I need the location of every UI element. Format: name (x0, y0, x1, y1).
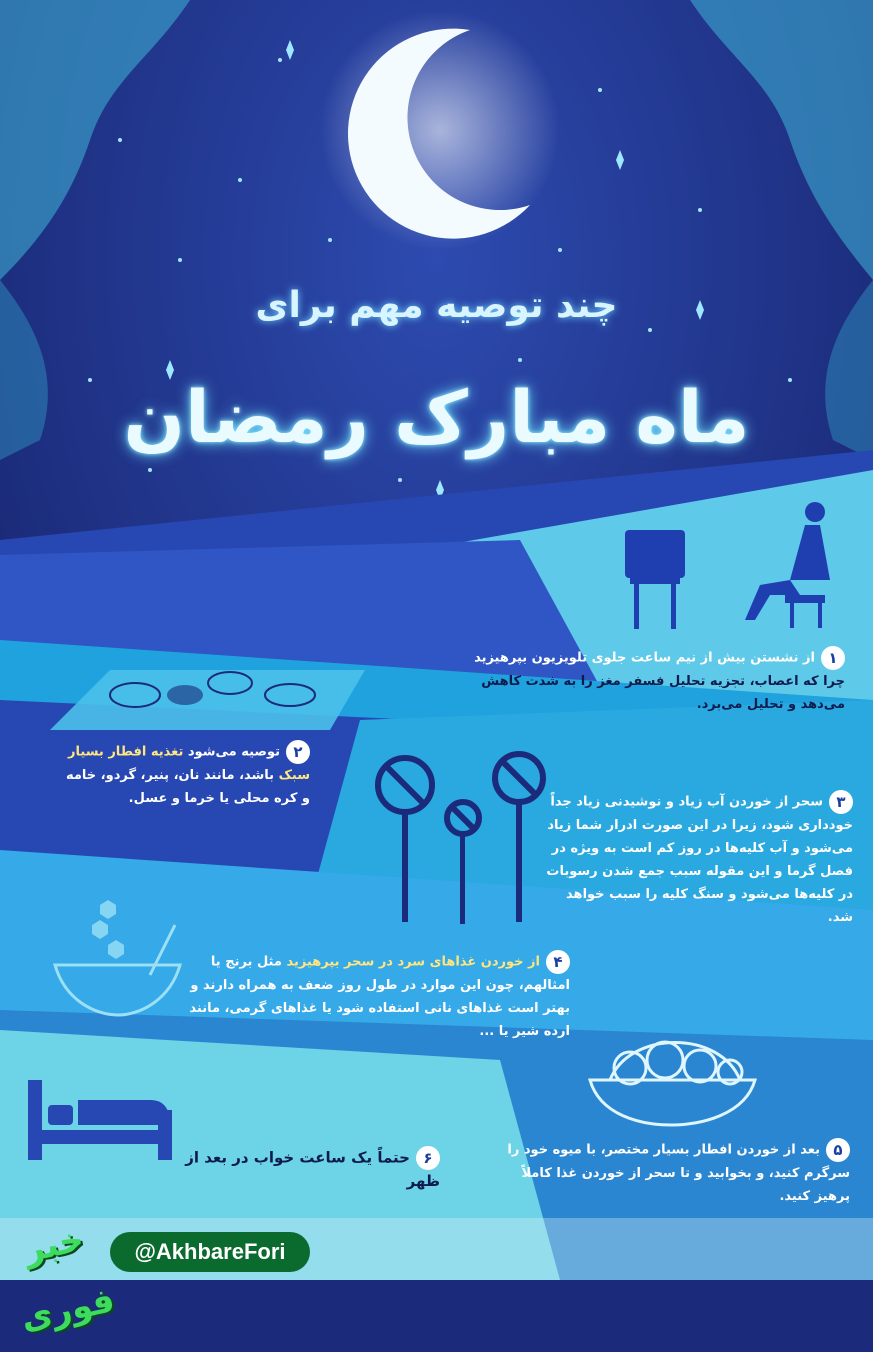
tip-number-badge: ۳ (829, 790, 853, 814)
tip-lead: از نشستن بیش از نیم ساعت جلوی تلویزیون بپرهیزید (474, 650, 815, 666)
tip-lead: حتماً یک ساعت خواب در بعد از ظهر (185, 1148, 440, 1190)
tip-number-badge: ۵ (826, 1138, 850, 1162)
tip-lead: از خوردن غذاهای سرد در سحر بپرهیزید (286, 954, 540, 970)
tip-3 (545, 790, 853, 929)
tip-text: زیرا در این صورت ادرار شما زیاد می‌شود و آب کلیه‌ها در روز کم است به ویژه در فصل گرما و این مقوله سبب جمع شدن رسوبات در کلیه‌ها می‌شود و سنگ کلیه را سبب خواهد شد. (546, 818, 853, 925)
tip-lead: بعد از خوردن افطار بسیار مختصر، با میوه خود را سرگرم کنید، و بخوابید و تا سحر از خوردن غذا کاملاً پرهیز کنید. (507, 1142, 850, 1204)
tip-1 (470, 646, 845, 716)
tip-number-badge: ۴ (546, 950, 570, 974)
subtitle-heading: چند توصیه مهم برای (255, 285, 618, 326)
brand-logo: خبر فوری (17, 1219, 119, 1339)
tip-text: باشد، مانند نان، پنیر، گردو، خامه و کره محلی یا خرما و عسل. (65, 768, 310, 806)
tip-5 (500, 1138, 850, 1208)
tip-text: مثل برنج یا امثالهم، چون این موارد در طول روز ضعف به همراه دارند و بهتر است غذاهای نانی استفاده شود یا غذاهای گرمی، مانند ارده شیر یا ... (189, 954, 570, 1039)
tip-2 (55, 740, 310, 810)
main-title: ماه مبارک رمضان (123, 375, 750, 459)
tip-6 (175, 1146, 440, 1193)
tip-4 (175, 950, 570, 1043)
tip-lead: سحر از خوردن آب زیاد و نوشیدنی زیاد جداً خودداری شود، (550, 794, 853, 833)
tip-lead: توصیه می‌شود (183, 744, 280, 760)
tip-number-badge: ۱ (821, 646, 845, 670)
tip-number-badge: ۲ (286, 740, 310, 764)
social-handle: @AkhbareFori (110, 1232, 310, 1272)
tip-text: چرا که اعصاب، تجزیه تحلیل فسفر مغز را به شدت کاهش می‌دهد و تحلیل می‌برد. (481, 674, 845, 712)
tip-highlight: تغذیه افطار بسیار سبک (68, 744, 310, 783)
tip-number-badge: ۶ (416, 1146, 440, 1170)
